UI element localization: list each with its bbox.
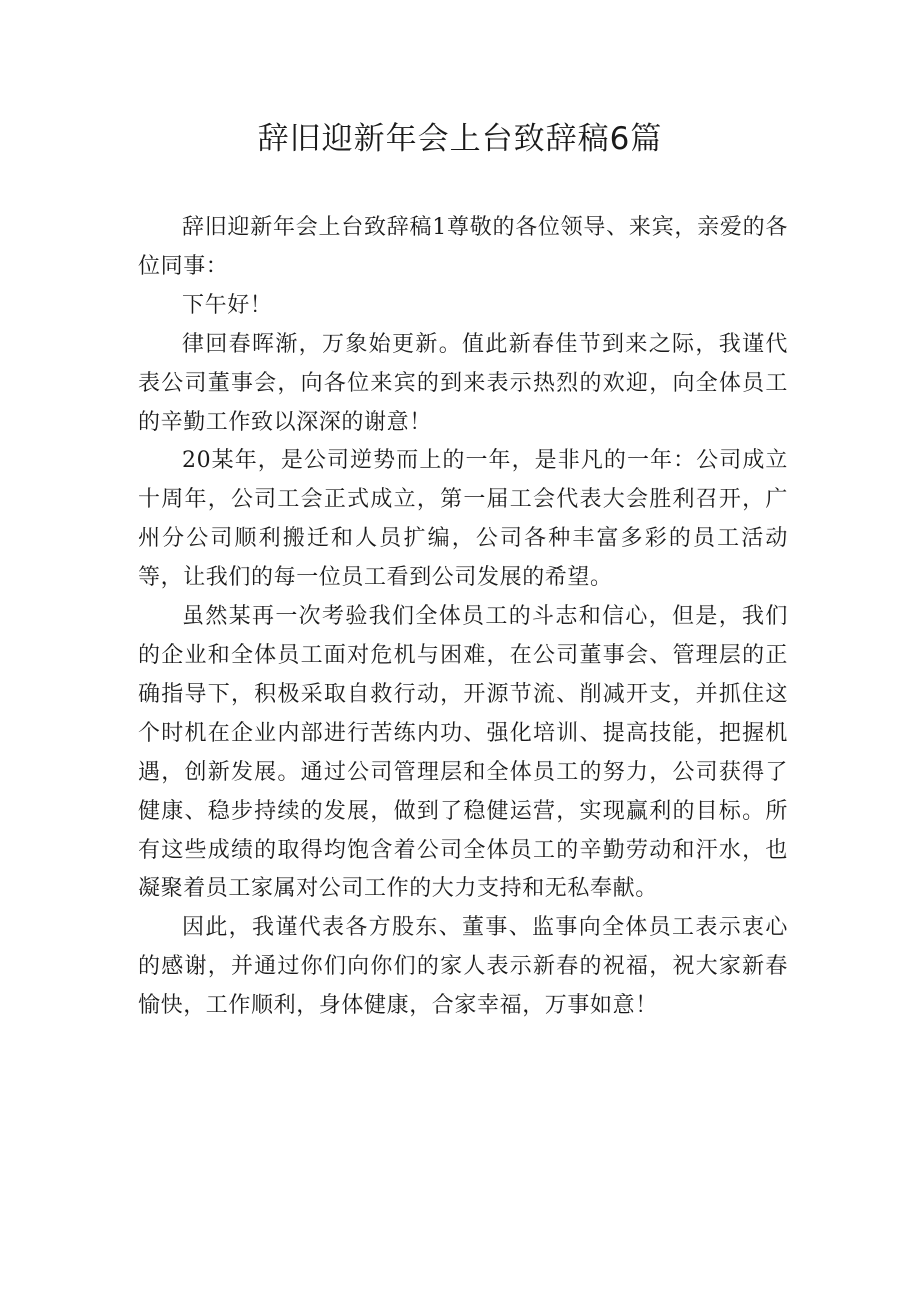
paragraph-greeting: 辞旧迎新年会上台致辞稿1尊敬的各位领导、来宾，亲爱的各位同事： (138, 215, 788, 279)
paragraph-new-year-thanks: 律回春晖渐，万象始更新。值此新春佳节到来之际，我谨代表公司董事会，向各位来宾的到来表示热烈的欢迎，向全体员工的辛勤工作致以深深的谢意！ (138, 331, 788, 435)
paragraph-challenges: 虽然某再一次考验我们全体员工的斗志和信心，但是，我们的企业和全体员工面对危机与困难，在公司董事会、管理层的正确指导下，积极采取自救行动，开源节流、削减开支，并抓住这个时机在企业内部进行苦练内功、强化培训、提高技能，把握机遇，创新发展。通过公司管理层和全体员工的努力，公司获得了健康、稳步持续的发展，做到了稳健运营，实现赢利的目标。所有这些成绩的取得均饱含着公司全体员工的辛勤劳动和汗水，也凝聚着员工家属对公司工作的大力支持和无私奉献。 (138, 604, 788, 902)
paragraph-closing-wishes: 因此，我谨代表各方股东、董事、监事向全体员工表示衷心的感谢，并通过你们向你们的家人表示新春的祝福，祝大家新春愉快，工作顺利，身体健康，合家幸福，万事如意！ (138, 915, 788, 1019)
paragraph-year-review: 20某年，是公司逆势而上的一年，是非凡的一年：公司成立十周年，公司工会正式成立，第一届工会代表大会胜利召开，广州分公司顺利搬迁和人员扩编，公司各种丰富多彩的员工活动等，让我们的每一位员工看到公司发展的希望。 (138, 448, 788, 591)
document-body (138, 209, 788, 1026)
paragraph-good-afternoon: 下午好！ (182, 292, 273, 318)
document-title: 辞旧迎新年会上台致辞稿6篇 (257, 121, 663, 157)
